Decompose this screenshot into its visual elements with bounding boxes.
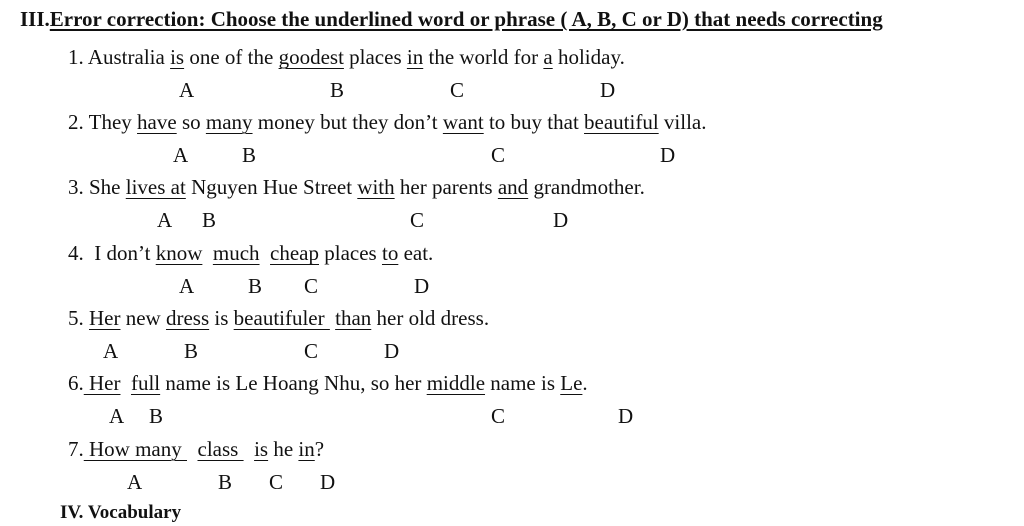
question-2-sentence xyxy=(68,109,707,135)
underlined-phrase: have xyxy=(137,110,177,134)
underlined-phrase: is xyxy=(254,437,269,461)
sentence-text: villa. xyxy=(658,110,707,134)
underlined-phrase: in xyxy=(298,437,315,461)
question-2-option-d: D xyxy=(660,143,676,167)
sentence-text: 2. They xyxy=(68,110,138,134)
underlined-phrase: know xyxy=(155,241,203,265)
question-2-option-b: B xyxy=(242,143,257,167)
underlined-phrase: want xyxy=(442,110,484,134)
section-title: Error correction: Choose the underlined word or phrase ( A, B, C or D) that needs correcting xyxy=(49,7,883,31)
sentence-text: he xyxy=(268,437,299,461)
question-1-option-d: D xyxy=(600,78,616,102)
sentence-text: 1. Australia xyxy=(68,45,171,69)
underlined-phrase: beautiful xyxy=(584,110,659,134)
underlined-phrase: lives at xyxy=(125,175,186,199)
question-4-option-d: D xyxy=(414,274,430,298)
underlined-phrase: Her xyxy=(89,306,121,330)
underlined-phrase: with xyxy=(357,175,395,199)
question-1-option-a: A xyxy=(179,78,195,102)
sentence-text: the world for xyxy=(423,45,544,69)
sentence-text: her old dress. xyxy=(371,306,490,330)
question-6-option-d: D xyxy=(618,404,634,428)
question-4-option-a: A xyxy=(179,274,195,298)
question-7-sentence xyxy=(68,436,324,462)
underlined-phrase: dress xyxy=(165,306,210,330)
underlined-phrase: to xyxy=(381,241,399,265)
question-3-option-d: D xyxy=(553,208,569,232)
question-3-option-c: C xyxy=(410,208,425,232)
underlined-phrase: full xyxy=(130,371,161,395)
sentence-text: . xyxy=(582,371,588,395)
question-1-sentence xyxy=(68,44,625,70)
question-5-option-d: D xyxy=(384,339,400,363)
sentence-text: 4. I don’t xyxy=(68,241,156,265)
sentence-text: eat. xyxy=(398,241,434,265)
question-2-option-c: C xyxy=(491,143,506,167)
sentence-text: grandmother. xyxy=(528,175,645,199)
sentence-text: places xyxy=(319,241,382,265)
sentence-text: places xyxy=(343,45,407,69)
section-number: III. xyxy=(20,7,50,31)
sentence-text: new xyxy=(120,306,166,330)
sentence-text xyxy=(260,241,271,265)
sentence-text xyxy=(187,437,198,461)
sentence-text: money but they don’t xyxy=(252,110,443,134)
sentence-text: her parents xyxy=(394,175,498,199)
question-3-option-b: B xyxy=(202,208,217,232)
underlined-phrase: cheap xyxy=(270,241,319,265)
sentence-text: Nguyen Hue Street xyxy=(185,175,358,199)
question-7-option-a: A xyxy=(127,470,143,494)
underlined-phrase: a xyxy=(543,45,553,69)
sentence-text: name is xyxy=(485,371,561,395)
question-6-option-b: B xyxy=(149,404,164,428)
sentence-text: 5. xyxy=(68,306,89,330)
underlined-phrase: many xyxy=(205,110,253,134)
sentence-text: 7. xyxy=(68,437,84,461)
underlined-phrase: is xyxy=(170,45,185,69)
sentence-text: 3. She xyxy=(68,175,126,199)
question-4-option-b: B xyxy=(248,274,263,298)
section-heading xyxy=(20,7,883,32)
question-6-option-a: A xyxy=(109,404,125,428)
underlined-phrase: class xyxy=(197,437,244,461)
sentence-text: is xyxy=(209,306,234,330)
question-7-option-d: D xyxy=(320,470,336,494)
question-7-option-c: C xyxy=(269,470,284,494)
underlined-phrase: goodest xyxy=(278,45,344,69)
question-4-option-c: C xyxy=(304,274,319,298)
question-4-sentence xyxy=(68,240,433,266)
underlined-phrase: than xyxy=(335,306,372,330)
underlined-phrase: much xyxy=(212,241,260,265)
sentence-text: 6. xyxy=(68,371,84,395)
question-2-option-a: A xyxy=(173,143,189,167)
question-5-option-c: C xyxy=(304,339,319,363)
question-1-option-b: B xyxy=(330,78,345,102)
question-5-sentence xyxy=(68,305,489,331)
sentence-text: one of the xyxy=(184,45,279,69)
underlined-phrase: Le xyxy=(560,371,583,395)
sentence-text xyxy=(120,371,131,395)
sentence-text: to buy that xyxy=(483,110,585,134)
question-6-sentence xyxy=(68,370,588,396)
sentence-text: ? xyxy=(314,437,325,461)
underlined-phrase: Her xyxy=(83,371,121,395)
question-1-option-c: C xyxy=(450,78,465,102)
underlined-phrase: middle xyxy=(426,371,486,395)
question-5-option-a: A xyxy=(103,339,119,363)
sentence-text: holiday. xyxy=(552,45,625,69)
sentence-text xyxy=(244,437,255,461)
question-3-sentence xyxy=(68,174,645,200)
sentence-text: name is Le Hoang Nhu, so her xyxy=(160,371,427,395)
question-6-option-c: C xyxy=(491,404,506,428)
underlined-phrase: How many xyxy=(83,437,187,461)
underlined-phrase: and xyxy=(497,175,529,199)
question-3-option-a: A xyxy=(157,208,173,232)
sentence-text: so xyxy=(176,110,206,134)
question-7-option-b: B xyxy=(218,470,233,494)
underlined-phrase: beautifuler xyxy=(233,306,330,330)
question-5-option-b: B xyxy=(184,339,199,363)
sentence-text xyxy=(202,241,213,265)
underlined-phrase: in xyxy=(406,45,424,69)
next-section-heading-cropped: IV. Vocabulary xyxy=(60,502,182,523)
